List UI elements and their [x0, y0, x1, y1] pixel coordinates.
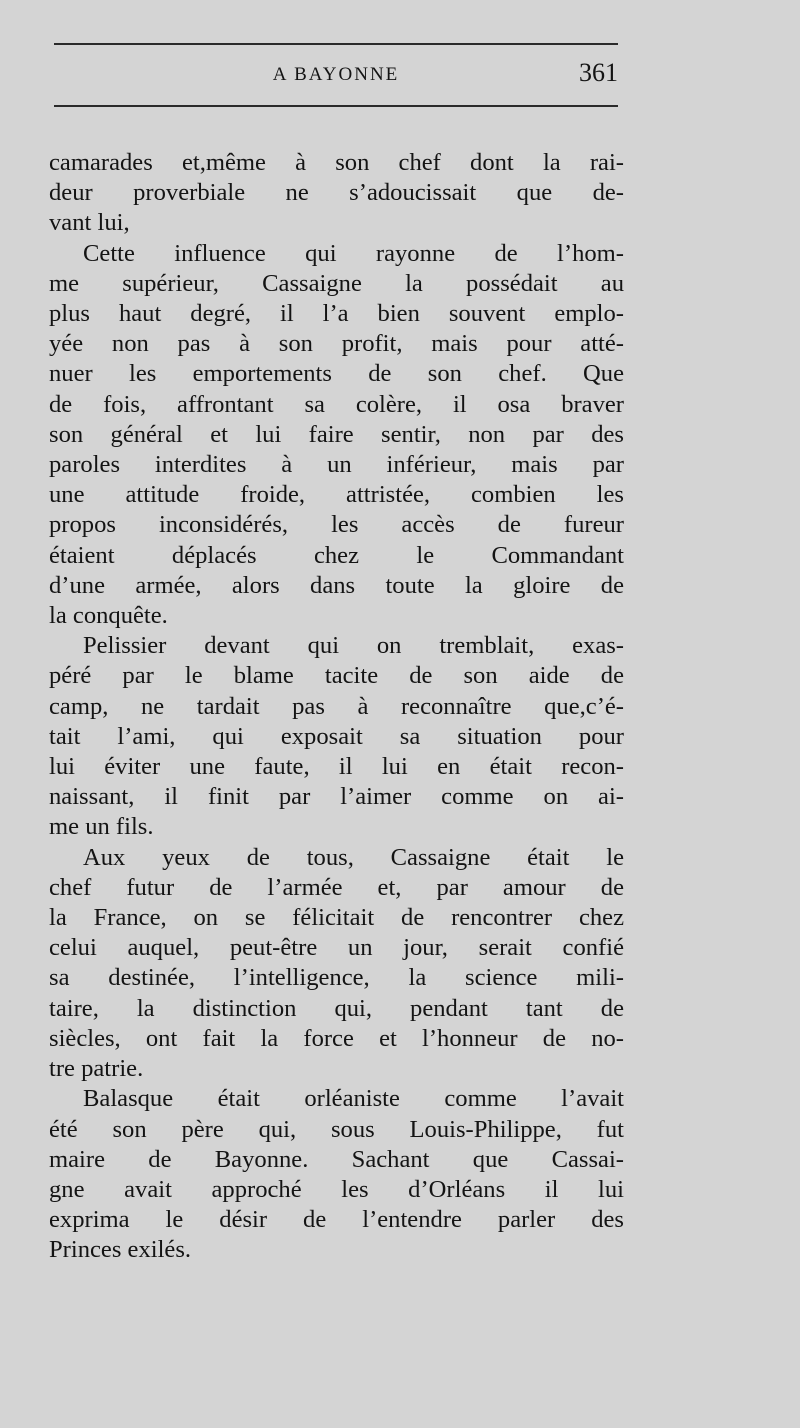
text-line: plus haut degré, il l’a bien souvent emplo-	[49, 300, 624, 328]
text-line: d’une armée, alors dans toute la gloire de	[49, 571, 624, 599]
text-line: de fois, affrontant sa colère, il osa braver	[49, 390, 624, 418]
text-line: Pelissier devant qui on tremblait, exas-	[83, 632, 624, 660]
text-line: Princes exilés.	[49, 1236, 192, 1264]
text-line: exprima le désir de l’entendre parler des	[49, 1206, 624, 1234]
text-line: la conquête.	[49, 602, 168, 630]
text-line: une attitude froide, attristée, combien les	[49, 481, 624, 509]
text-line: naissant, il finit par l’aimer comme on ai-	[49, 783, 624, 811]
running-header	[54, 58, 618, 94]
text-line: péré par le blame tacite de son aide de	[49, 662, 624, 690]
header-top-rule	[54, 43, 618, 45]
text-line: nuer les emportements de son chef. Que	[49, 360, 624, 388]
text-line: son général et lui faire sentir, non par des	[49, 420, 624, 448]
text-line: tait l’ami, qui exposait sa situation pour	[49, 722, 624, 750]
text-line: sa destinée, l’intelligence, la science mili-	[49, 964, 624, 992]
text-line: celui auquel, peut-être un jour, serait confié	[49, 934, 624, 962]
text-line: Cette influence qui rayonne de l’hom-	[83, 239, 624, 267]
running-title: A BAYONNE	[272, 64, 400, 85]
text-line: siècles, ont fait la force et l’honneur de no-	[49, 1024, 624, 1052]
text-line: paroles interdites à un inférieur, mais par	[49, 451, 624, 479]
text-line: me supérieur, Cassaigne la possédait au	[49, 269, 624, 297]
text-line: étaient déplacés chez le Commandant	[49, 541, 624, 569]
text-line: maire de Bayonne. Sachant que Cassai-	[49, 1145, 624, 1173]
text-line: yée non pas à son profit, mais pour atté-	[49, 330, 624, 358]
body-text	[49, 148, 624, 1266]
page-number: 361	[579, 58, 618, 87]
text-line: vant lui,	[49, 209, 130, 237]
text-line: lui éviter une faute, il lui en était recon-	[49, 753, 624, 781]
text-line: me un fils.	[49, 813, 154, 841]
text-line: Aux yeux de tous, Cassaigne était le	[83, 843, 624, 871]
header-bottom-rule	[54, 105, 618, 107]
text-line: la France, on se félicitait de rencontrer chez	[49, 904, 624, 932]
text-line: été son père qui, sous Louis-Philippe, fut	[49, 1115, 624, 1143]
text-line: camp, ne tardait pas à reconnaître que,c’é-	[49, 692, 624, 720]
text-line: gne avait approché les d’Orléans il lui	[49, 1175, 624, 1203]
text-line: Balasque était orléaniste comme l’avait	[83, 1085, 624, 1113]
text-line: chef futur de l’armée et, par amour de	[49, 873, 624, 901]
text-line: taire, la distinction qui, pendant tant de	[49, 994, 624, 1022]
text-line: tre patrie.	[49, 1055, 144, 1083]
text-line: camarades et,même à son chef dont la rai-	[49, 149, 624, 176]
text-line: deur proverbiale ne s’adoucissait que de-	[49, 179, 624, 207]
text-line: propos inconsidérés, les accès de fureur	[49, 511, 624, 539]
